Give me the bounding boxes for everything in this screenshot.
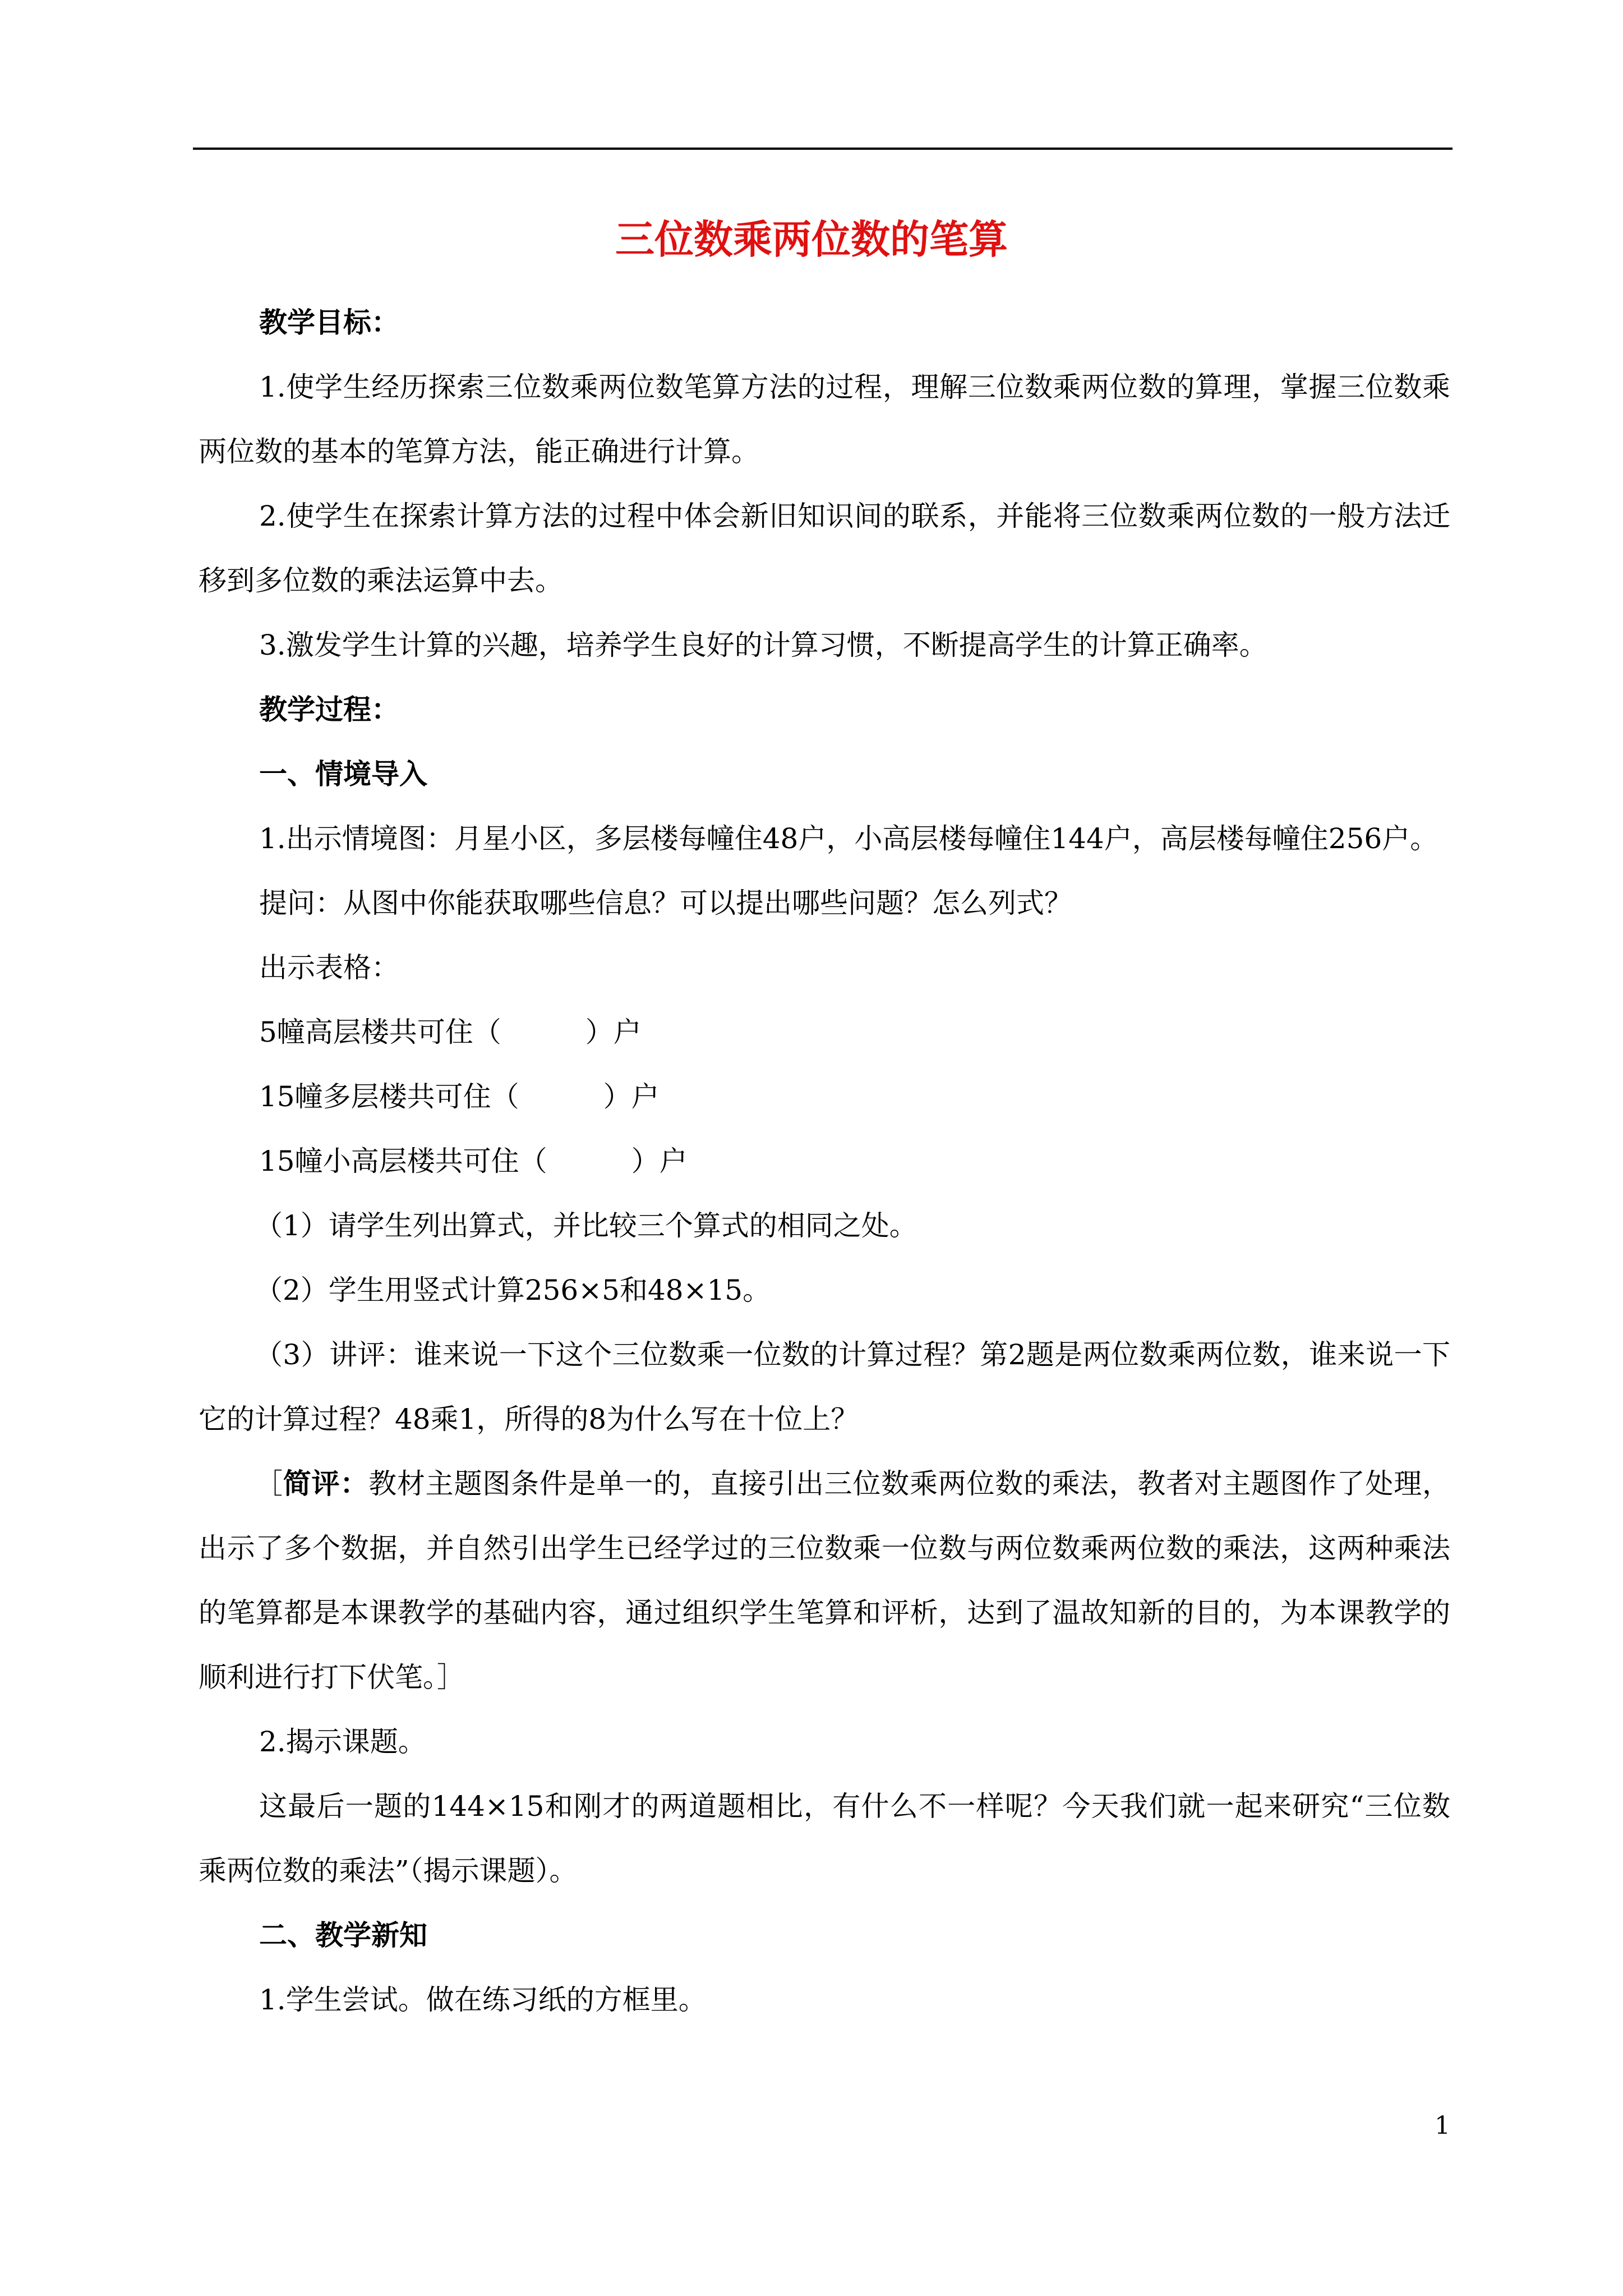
- comment-open-bracket: ［: [255, 1467, 283, 1500]
- table-row-1: 5幢高层楼共可住（ ）户: [259, 1016, 642, 1048]
- comment-text: 教材主题图条件是单一的，直接引出三位数乘两位数的乘法，教者对主题图作了处理，出示了多个数据，并自然引出学生已经学过的三位数乘一位数与两位数乘两位数的乘法，这两种乘法的笔算都是本课教学的基础内容，通过组织学生笔算和评析，达到了温故知新的目的，为本课教学的顺利进行打下伏笔。］: [199, 1467, 1451, 1694]
- step-2: （2）学生用竖式计算256×5和48×15。: [255, 1274, 771, 1306]
- reveal-paragraph: 这最后一题的144×15和刚才的两道题相比，有什么不一样呢？今天我们就一起来研究“三位数乘两位数的乘法”（揭示课题）。: [199, 1790, 1450, 1887]
- goal-3: 3.激发学生计算的兴趣，培养学生良好的计算习惯，不断提高学生的计算正确率。: [259, 629, 1267, 661]
- goal-2: 2.使学生在探索计算方法的过程中体会新旧知识间的联系，并能将三位数乘两位数的一般方法迁移到多位数的乘法运算中去。: [199, 500, 1450, 597]
- step-3: （3）讲评：谁来说一下这个三位数乘一位数的计算过程？第2题是两位数乘两位数，谁来说一下它的计算过程？48乘1，所得的8为什么写在十位上？: [199, 1338, 1450, 1435]
- document-title: 三位数乘两位数的笔算: [615, 217, 1008, 263]
- goal-1: 1.使学生经历探索三位数乘两位数笔算方法的过程，理解三位数乘两位数的算理，掌握三位数乘两位数的基本的笔算方法，能正确进行计算。: [199, 371, 1450, 468]
- process-heading: 教学过程：: [259, 693, 399, 726]
- try-paragraph: 1.学生尝试。做在练习纸的方框里。: [259, 1984, 707, 2016]
- part-2-heading: 二、教学新知: [259, 1919, 427, 1952]
- step-1: （1）请学生列出算式，并比较三个算式的相同之处。: [255, 1209, 917, 1242]
- table-row-2: 15幢多层楼共可住（ ）户: [259, 1080, 660, 1113]
- table-intro: 出示表格：: [259, 951, 399, 984]
- header-rule: [193, 148, 1453, 150]
- table-row-3: 15幢小高层楼共可住（ ）户: [259, 1145, 688, 1177]
- document-body: [199, 291, 1450, 2032]
- comment-label: 简评：: [283, 1467, 369, 1500]
- comment-paragraph: [199, 1452, 1450, 1710]
- goals-heading: 教学目标：: [259, 306, 399, 339]
- reveal-heading: 2.揭示课题。: [259, 1726, 426, 1758]
- page-number: 1: [1435, 2111, 1450, 2140]
- question-paragraph: 提问：从图中你能获取哪些信息？可以提出哪些问题？怎么列式？: [259, 887, 1072, 919]
- scene-paragraph: 1.出示情境图：月星小区，多层楼每幢住48户，小高层楼每幢住144户，高层楼每幢住256户。: [259, 822, 1438, 855]
- part-1-heading: 一、情境导入: [259, 758, 427, 790]
